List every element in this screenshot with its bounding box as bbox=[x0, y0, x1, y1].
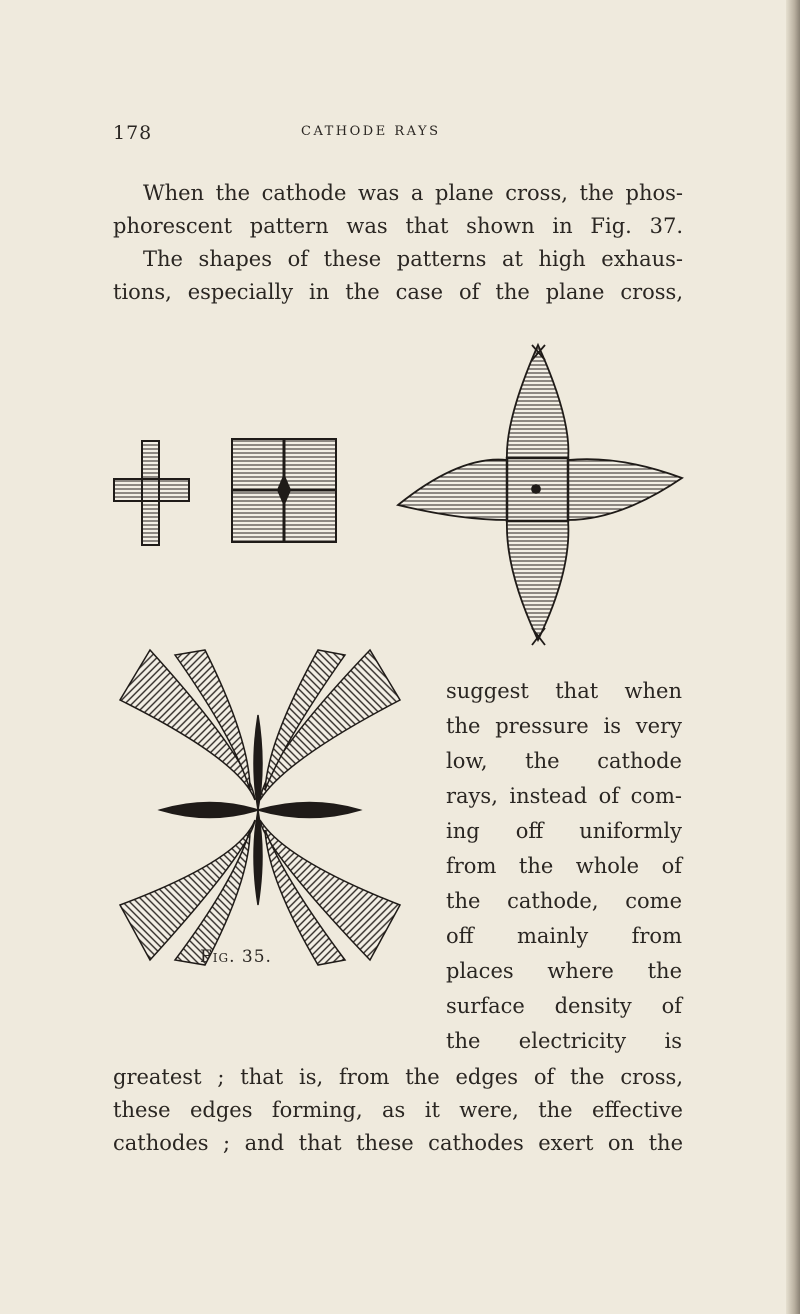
square-pattern-diagram bbox=[232, 439, 336, 542]
text-line: these edges forming, as it were, the effective bbox=[113, 1098, 683, 1122]
text-line: rays, instead of com- bbox=[446, 784, 682, 808]
text-line: When the cathode was a plane cross, the phos- bbox=[143, 181, 683, 205]
running-title: CATHODE RAYS bbox=[301, 124, 441, 139]
text-line: phorescent pattern was that shown in Fig. 37. bbox=[113, 214, 683, 238]
text-line: the electricity is bbox=[446, 1029, 682, 1053]
text-line: greatest ; that is, from the edges of the cross, bbox=[113, 1065, 683, 1089]
curved-band-diagram bbox=[120, 650, 400, 965]
text-line: surface density of bbox=[446, 994, 682, 1018]
text-line: from the whole of bbox=[446, 854, 682, 878]
text-line: the pressure is very bbox=[446, 714, 682, 738]
text-line: The shapes of these patterns at high exhaus- bbox=[143, 247, 683, 271]
text-line: cathodes ; and that these cathodes exert on the bbox=[113, 1131, 683, 1155]
text-line: ing off uniformly bbox=[446, 819, 682, 843]
text-line: suggest that when bbox=[446, 679, 682, 703]
text-line: places where the bbox=[446, 959, 682, 983]
text-line: low, the cathode bbox=[446, 749, 682, 773]
figure-caption: Fig. 35. bbox=[200, 947, 272, 967]
text-line: off mainly from bbox=[446, 924, 682, 948]
text-line: tions, especially in the case of the plane cross, bbox=[113, 280, 683, 304]
text-line: the cathode, come bbox=[446, 889, 682, 913]
small-cross-diagram bbox=[114, 441, 189, 545]
star-pattern-diagram bbox=[398, 345, 682, 645]
page-number: 178 bbox=[113, 122, 153, 144]
